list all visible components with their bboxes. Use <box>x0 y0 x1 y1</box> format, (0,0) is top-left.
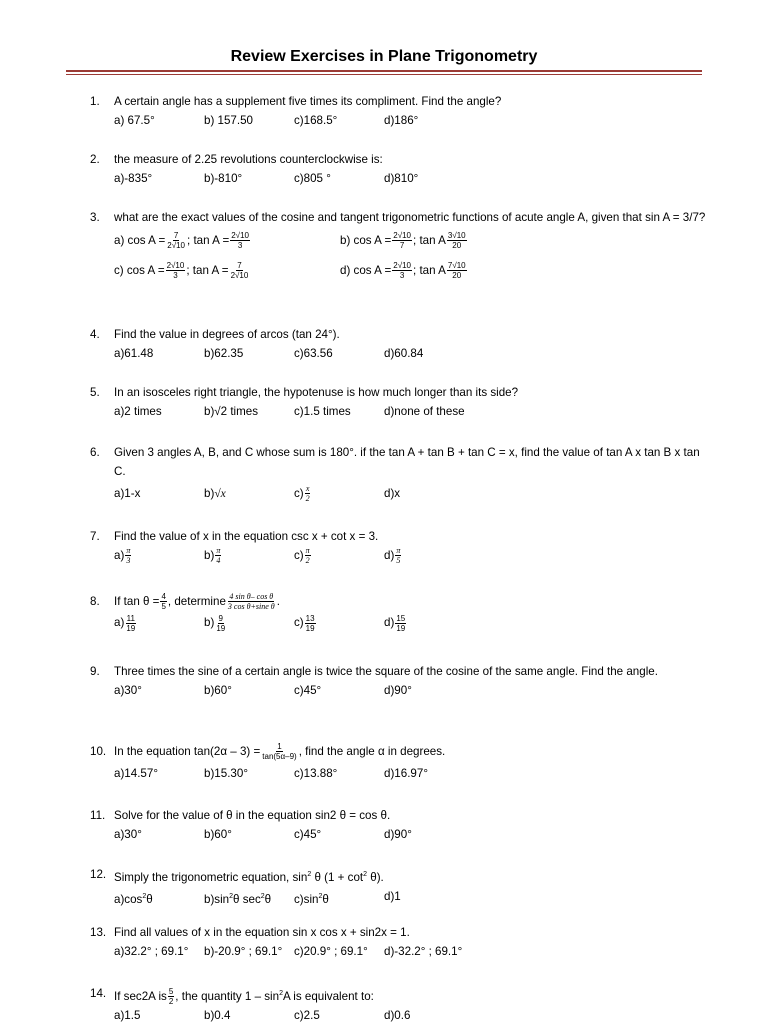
question-text: If tan θ = $\frac{4}{5}$ , determine $\frac{\text{4 sin θ– cos θ}}{\text{3 cos θ+sine θ}}$ . <box>114 592 280 612</box>
choice-a: a)1.5 <box>114 1009 141 1023</box>
choices-row <box>114 764 710 784</box>
question-text: Three times the sine of a certain angle is twice the square of the cosine of the same angle. Find the angle. <box>114 665 658 678</box>
choice-b: b)√x <box>204 487 226 500</box>
question-10 <box>90 742 710 784</box>
question-text: A certain angle has a supplement five times its compliment. Find the angle? <box>114 95 502 108</box>
choice-c: c) cos A = $\frac{2√10}{3}$ ; tan A = $\frac{7}{2√10}$ <box>114 261 249 281</box>
question-9 <box>90 662 710 701</box>
choice-c: c)168.5° <box>294 114 338 127</box>
question-text: In an isosceles right triangle, the hypotenuse is how much longer than its side? <box>114 386 519 399</box>
choice-c: c)1.5 times <box>294 405 351 418</box>
question-text: what are the exact values of the cosine and tangent trigonometric functions of acute angle A, given that sin A = 3/7? <box>114 211 706 224</box>
choice-c: c)13.88° <box>294 767 338 781</box>
choice-d: d) $\frac{15}{19}$ <box>384 613 406 633</box>
choice-b: b) $\frac{\pi}{4}$ <box>204 546 221 566</box>
question-6 <box>90 443 710 504</box>
question-4 <box>90 325 710 364</box>
question-number: 12. <box>90 868 107 881</box>
question-text: If sec2A is $\frac{5}{2}$ , the quantity $1 - \sin^2A$ is equivalent to: <box>114 987 374 1007</box>
question-number: 7. <box>90 530 100 543</box>
choices-row <box>114 169 710 189</box>
choice-c: c)2.5 <box>294 1009 320 1023</box>
choices-row <box>114 942 710 962</box>
choice-b: b)-20.9° ; 69.1° <box>204 945 283 958</box>
choice-a: a)14.57° <box>114 767 158 781</box>
question-14 <box>90 984 710 1026</box>
choice-b: b)62.35 <box>204 347 244 360</box>
choice-d: d)60.84 <box>384 347 424 360</box>
choice-d: d)-32.2° ; 69.1° <box>384 945 463 958</box>
choice-d: d)90° <box>384 684 412 697</box>
question-number: 6. <box>90 446 100 459</box>
question-text: Given 3 angles A, B, and C whose sum is 180°. if the tan A + tan B + tan C = x, find the value of tan A x tan B x tan C. <box>114 446 700 478</box>
choice-a: a) $\frac{\pi}{3}$ <box>114 546 131 566</box>
question-5 <box>90 383 710 422</box>
choice-a: a) 67.5° <box>114 114 155 127</box>
question-number: 8. <box>90 595 100 608</box>
choice-b: b) cos A = $\frac{2√10}{7}$ ; tan A $\frac{3√10}{20}$ <box>340 231 466 251</box>
question-number: 10. <box>90 745 107 758</box>
question-1 <box>90 92 710 131</box>
choices-row <box>114 825 710 845</box>
question-text: Simply the trigonometric equation, $\sin^2 \theta$ $(1 + \cot^2 \theta)$. <box>114 870 384 884</box>
choice-d: d)0.6 <box>384 1009 411 1023</box>
question-12 <box>90 865 710 907</box>
page-title: Review Exercises in Plane Trigonometry <box>230 48 538 65</box>
choice-a: a)61.48 <box>114 347 154 360</box>
question-number: 14. <box>90 987 107 1000</box>
choice-b: b)60° <box>204 828 232 841</box>
choices-row <box>114 111 710 131</box>
choices-row <box>114 484 710 504</box>
question-8 <box>90 592 710 637</box>
question-text: Find the value of x in the equation csc x + cot x = 3. <box>114 530 379 543</box>
choice-d: d)1 <box>384 889 401 903</box>
choice-a: a)2 times <box>114 405 162 418</box>
choice-c: $c)\sin^2\theta$ <box>294 892 329 906</box>
choice-b: b)15.30° <box>204 767 248 781</box>
choice-a: a) $\frac{11}{19}$ <box>114 613 136 633</box>
choice-a: a) cos A = $\frac{7}{2√10}$ ; tan A = $\frac{2√10}{3}$ <box>114 231 249 251</box>
choice-b: b) $\frac{9}{19}$ <box>204 613 226 633</box>
choices-row <box>114 402 710 422</box>
choice-b: $b)\sin^2\theta$ $\sec^2\theta$ <box>204 892 272 906</box>
question-text: the measure of 2.25 revolutions counterclockwise is: <box>114 153 383 166</box>
question-number: 13. <box>90 926 107 939</box>
choices-row <box>114 344 710 364</box>
choice-d: d) $\frac{\pi}{5}$ <box>384 546 401 566</box>
choices-row <box>114 681 710 701</box>
choice-a: a)30° <box>114 684 142 697</box>
choice-b: b)-810° <box>204 172 243 185</box>
choices-row <box>114 613 710 637</box>
title-rule-thin <box>66 74 702 75</box>
title-rule <box>66 70 702 72</box>
choices-row <box>114 231 710 261</box>
choice-c: c) $\frac{x}{2}$ <box>294 484 310 504</box>
question-3 <box>90 208 710 291</box>
choice-c: c) $\frac{\pi}{2}$ <box>294 546 310 566</box>
choice-a: a)-835° <box>114 172 153 185</box>
choice-c: c)45° <box>294 684 322 697</box>
choice-d: d)810° <box>384 172 419 185</box>
choice-c: c)45° <box>294 828 322 841</box>
question-number: 3. <box>90 211 100 224</box>
question-text: Solve for the value of θ in the equation sin2 θ = cos θ. <box>114 809 391 822</box>
choice-d: d)90° <box>384 828 412 841</box>
question-7 <box>90 527 710 570</box>
question-11 <box>90 806 710 845</box>
question-text: Find all values of x in the equation sin x cos x + sin2x = 1. <box>114 926 410 939</box>
choice-b: b)60° <box>204 684 232 697</box>
question-number: 11. <box>90 809 106 822</box>
choice-d: d)186° <box>384 114 419 127</box>
question-number: 1. <box>90 95 100 108</box>
question-number: 5. <box>90 386 100 399</box>
choice-a: a)1-x <box>114 487 141 500</box>
choice-b: b) 157.50 <box>204 114 253 127</box>
choice-d: d)none of these <box>384 405 465 418</box>
choice-d: d)16.97° <box>384 767 428 781</box>
choice-b: b)√2 times <box>204 405 259 418</box>
question-2 <box>90 150 710 189</box>
choice-a: a)32.2° ; 69.1° <box>114 945 189 958</box>
question-number: 4. <box>90 328 100 341</box>
question-13 <box>90 923 710 962</box>
question-text: In the equation tan(2α – 3) = $\frac{1}{\tan(5\alpha-9)}$ , find the angle α in degrees. <box>114 742 446 762</box>
question-number: 2. <box>90 153 100 166</box>
question-text: Find the value in degrees of arcos (tan 24°). <box>114 328 340 341</box>
choices-row <box>114 261 710 291</box>
choice-d: d) cos A = $\frac{2√10}{3}$ ; tan A $\frac{7√10}{20}$ <box>340 261 466 281</box>
choice-d: d)x <box>384 487 401 500</box>
choices-row <box>114 887 710 907</box>
choice-c: c) $\frac{13}{19}$ <box>294 613 315 633</box>
choice-c: c)805 ° <box>294 172 331 185</box>
choice-c: c)63.56 <box>294 347 333 360</box>
choices-row <box>114 1006 710 1026</box>
choices-row <box>114 546 710 570</box>
choice-b: b)0.4 <box>204 1009 231 1023</box>
choice-a: $a)\cos^2\theta$ <box>114 892 153 906</box>
question-number: 9. <box>90 665 100 678</box>
choice-a: a)30° <box>114 828 142 841</box>
choice-c: c)20.9° ; 69.1° <box>294 945 368 958</box>
